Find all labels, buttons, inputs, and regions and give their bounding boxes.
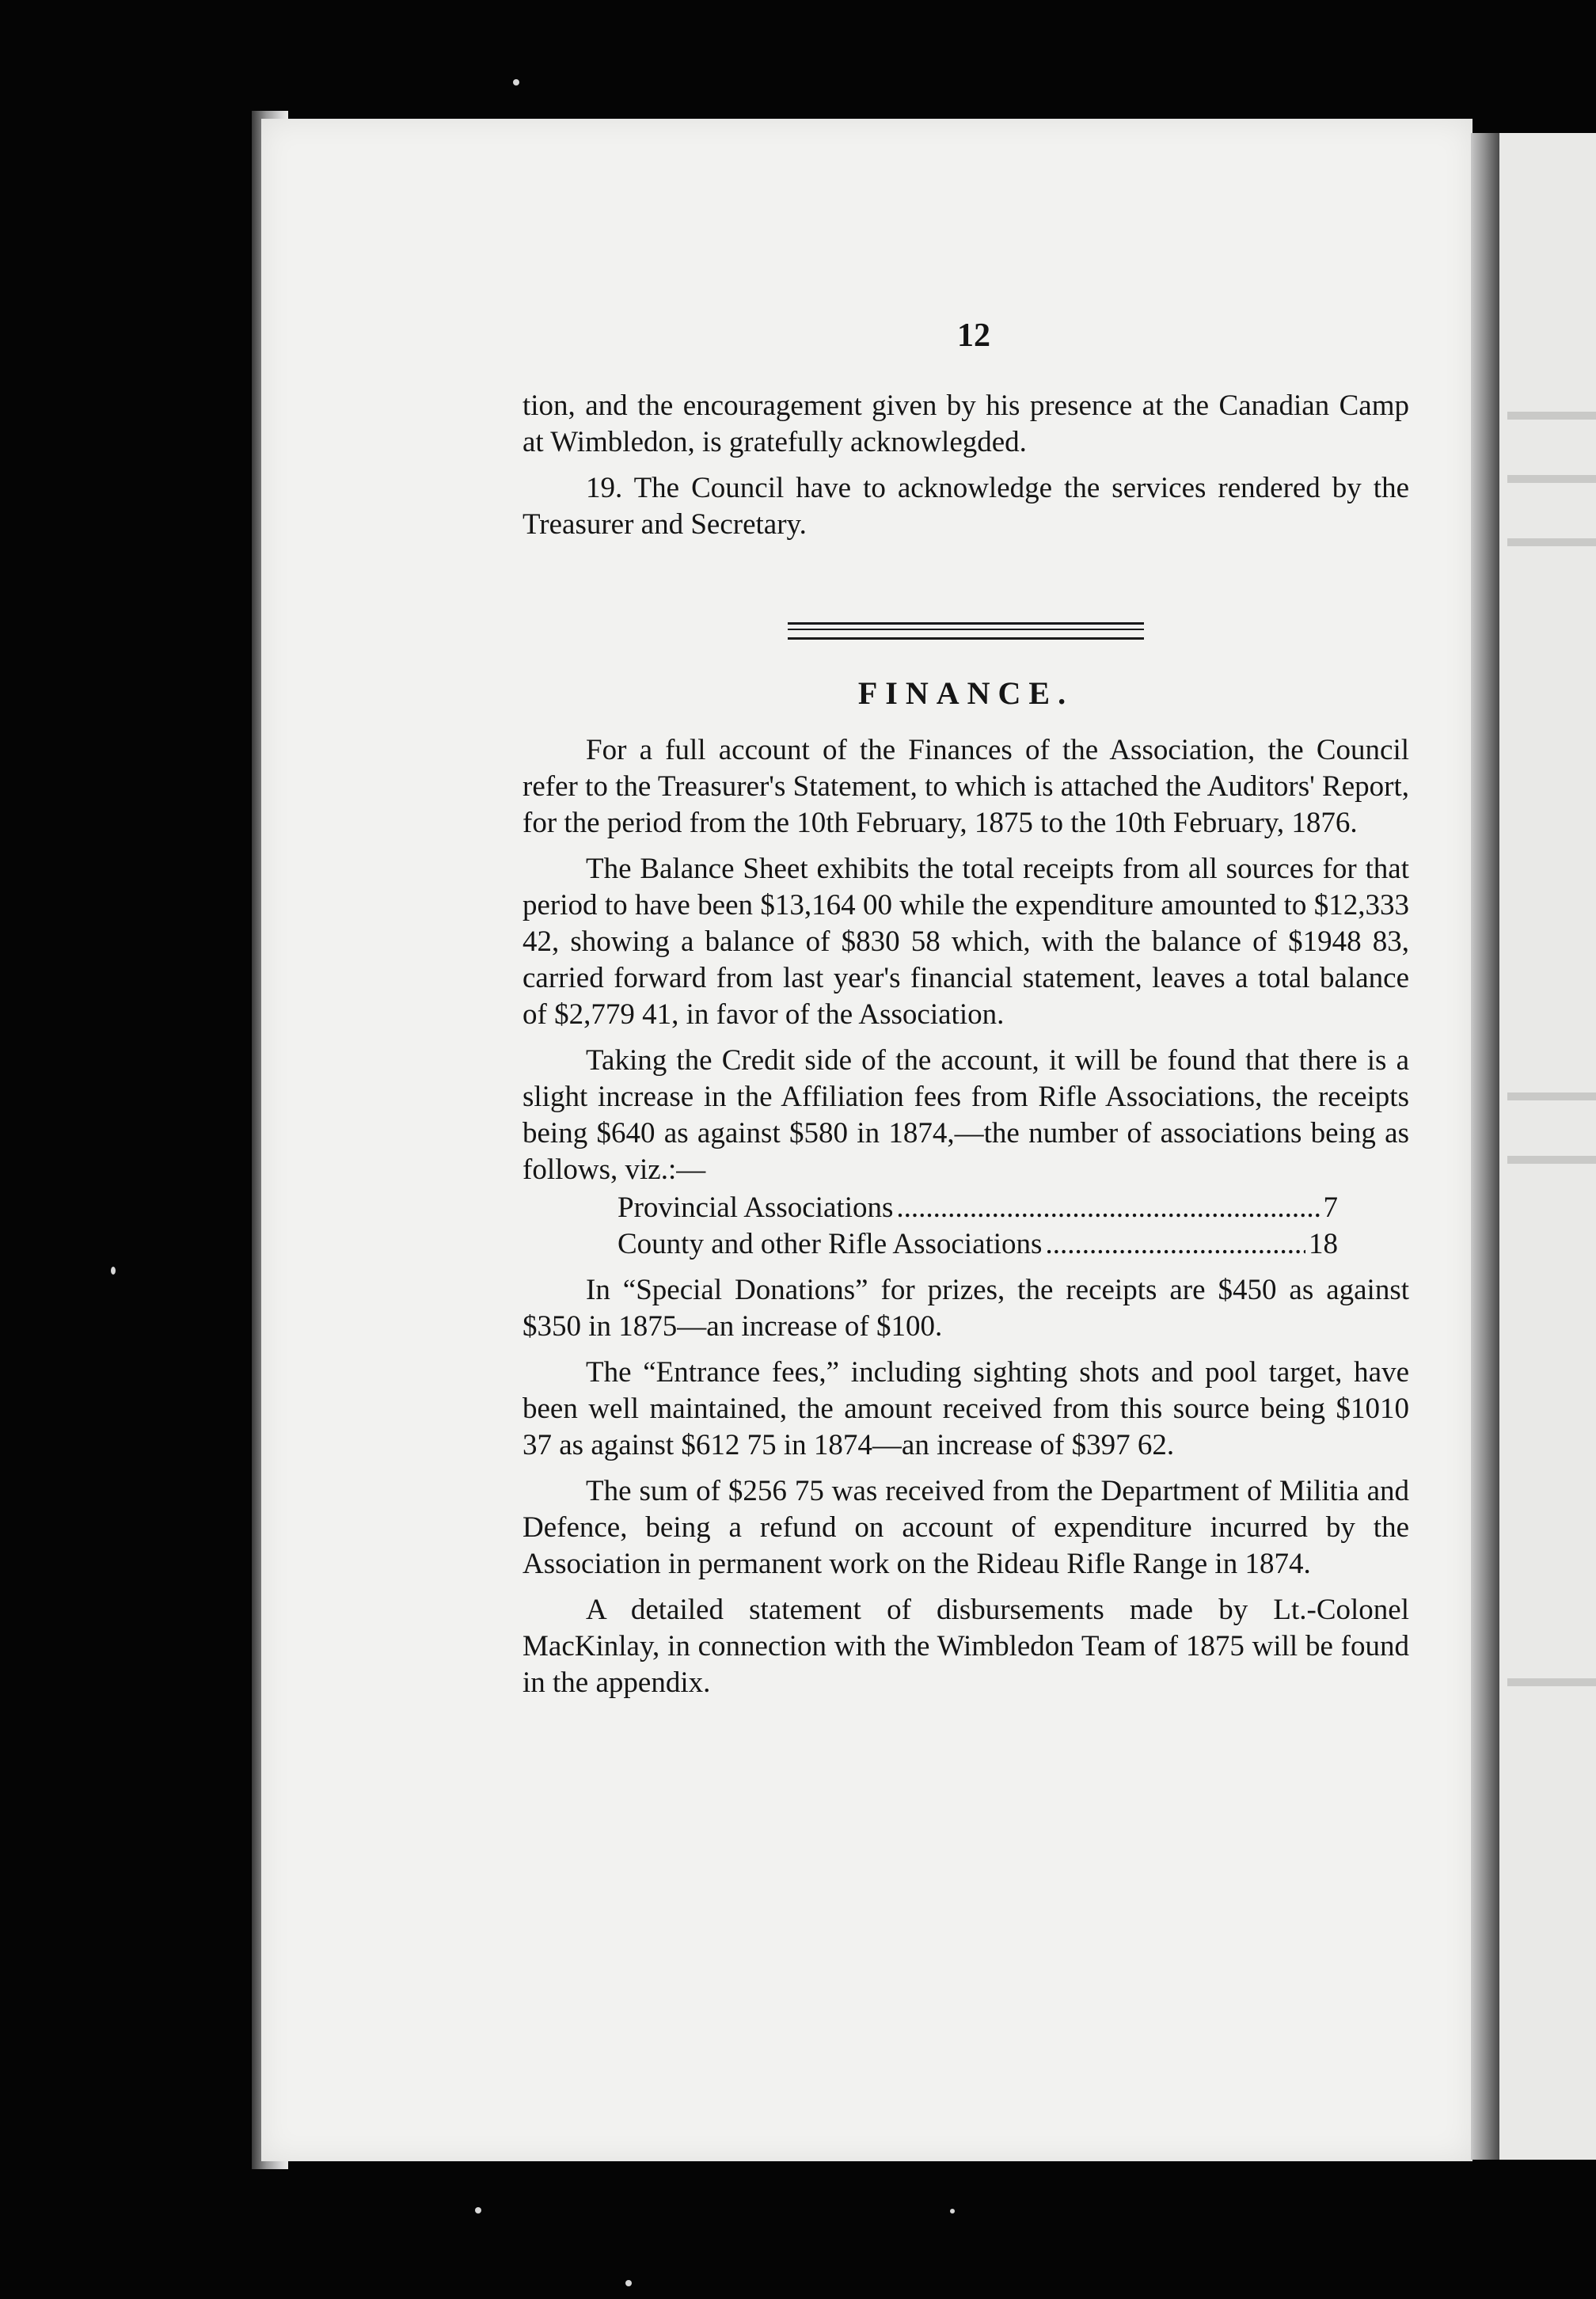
section-heading: FINANCE.	[857, 675, 1074, 711]
finance-paragraph: The Balance Sheet exhibits the total receipts from all sources for that period to have been $13,164 00 while the expenditure amounted to $12,333 42, showing a balance of $830 58 which, with the balance of $1948 83, carried forward from last year's financial statement, leaves a total balance of $2,779 41, in favor of the Association.	[522, 853, 1409, 1031]
facing-page-fragment	[1499, 133, 1596, 2160]
page-number: 12	[957, 317, 990, 354]
facing-page-text-fragment	[1507, 412, 1596, 420]
page-edge-shadow	[1471, 133, 1499, 2160]
section-divider-rule-middle	[788, 629, 1144, 630]
facing-page-text-fragment	[1507, 1156, 1596, 1164]
paragraph-19: 19. The Council have to acknowledge the services rendered by the Treasurer and Secretary.	[522, 472, 1409, 541]
facing-page-text-fragment	[1507, 1678, 1596, 1686]
paragraph-continuation: tion, and the encouragement given by his presence at the Canadian Camp at Wimbledon, is gratefully acknowlegded.	[522, 390, 1409, 458]
association-list-item	[618, 1190, 1338, 1226]
association-name: County and other Rifle Associations	[618, 1228, 1043, 1260]
association-count: 18	[1309, 1228, 1338, 1260]
finance-paragraph: The “Entrance fees,” including sighting shots and pool target, have been well maintained, the amount received from this source being $1010 37 as against $612 75 in 1874—an increase of $397 62.	[522, 1356, 1409, 1461]
facing-page-text-fragment	[1507, 475, 1596, 483]
finance-paragraph: In “Special Donations” for prizes, the receipts are $450 as against $350 in 1875—an increase of $100.	[522, 1274, 1409, 1343]
top-text-block	[522, 388, 1409, 553]
association-list-item	[618, 1226, 1338, 1263]
dot-leader	[896, 1190, 1320, 1226]
finance-paragraph: A detailed statement of disbursements made by Lt.-Colonel MacKinlay, in connection with the Wimbledon Team of 1875 will be found in the appendix.	[522, 1594, 1409, 1699]
association-name: Provincial Associations	[618, 1191, 894, 1224]
scan-speck	[111, 1267, 116, 1275]
finance-paragraph: The sum of $256 75 was received from the Department of Militia and Defence, being a refund on account of expenditure incurred by the Association in permanent work on the Rideau Rifle Range in 1874.	[522, 1475, 1409, 1580]
scan-speck	[625, 2280, 632, 2286]
facing-page-text-fragment	[1507, 538, 1596, 546]
finance-paragraph: Taking the Credit side of the account, it will be found that there is a slight increase in the Affiliation fees from Rifle Associations, the receipts being $640 as against $580 in 1874,—the number of associations being as follows, viz.:—	[522, 1044, 1409, 1186]
facing-page-text-fragment	[1507, 1092, 1596, 1100]
association-count: 7	[1323, 1191, 1338, 1224]
scan-speck	[950, 2209, 955, 2214]
section-divider-rule	[788, 622, 1144, 640]
scan-speck	[513, 79, 519, 86]
dot-leader	[1045, 1226, 1305, 1263]
finance-text-block	[522, 732, 1409, 1711]
finance-paragraph: For a full account of the Finances of the Association, the Council refer to the Treasurer's Statement, to which is attached the Auditors' Report, for the period from the 10th February, 1875 to the 10th February, 1876.	[522, 734, 1409, 839]
scan-speck	[475, 2207, 481, 2214]
